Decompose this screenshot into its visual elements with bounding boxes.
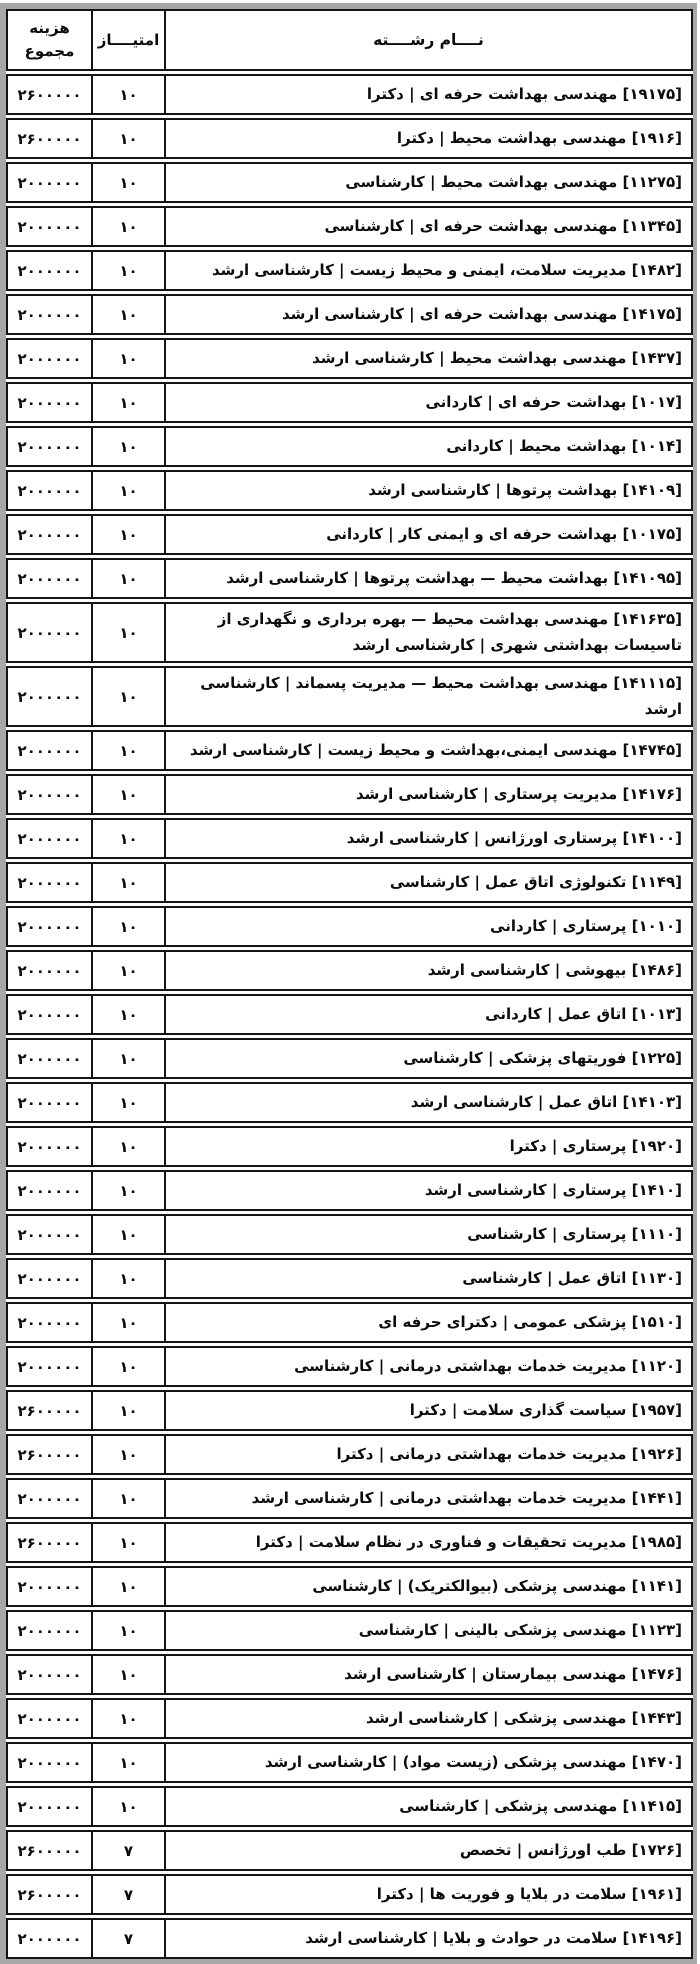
table-row: [6, 1522, 693, 1563]
program-name-cell: [۱۰۱۷] بهداشت حرفه ای | کاردانی: [425, 392, 682, 411]
score-cell: ۱۰: [93, 1436, 166, 1473]
program-name-cell: [۱۴۱۹۶] سلامت در حوادث و بلایا | کارشناسی ارشد: [305, 1928, 682, 1947]
table-row: [6, 426, 693, 467]
total-cost-cell: ۲۰۰۰۰۰۰: [8, 472, 93, 509]
score-cell: ۱۰: [93, 164, 166, 201]
table-row: [6, 74, 693, 115]
program-name-cell: [۱۴۱۰۹۵] بهداشت محیط — بهداشت پرتوها | کارشناسی ارشد: [226, 568, 682, 587]
program-name-cell: [۱۴۳۷] مهندسی بهداشت محیط | کارشناسی ارشد: [312, 348, 682, 367]
total-cost-cell: ۲۰۰۰۰۰۰: [8, 252, 93, 289]
program-name-cell: [۱۱۱۰] پرستاری | کارشناسی: [467, 1224, 682, 1243]
table-row: [6, 1170, 693, 1211]
score-cell: ۱۰: [93, 1480, 166, 1517]
total-cost-cell: ۲۰۰۰۰۰۰: [8, 1700, 93, 1737]
total-cost-cell: ۲۰۰۰۰۰۰: [8, 864, 93, 901]
table-row: [6, 994, 693, 1035]
total-cost-cell: ۲۰۰۰۰۰۰: [8, 1084, 93, 1121]
score-cell: ۱۰: [93, 1128, 166, 1165]
program-name-cell: [۱۱۳۰] اتاق عمل | کارشناسی: [462, 1268, 682, 1287]
table-row: [6, 206, 693, 247]
program-name-cell: [۱۴۷۰] مهندسی پزشکی (زیست مواد) | کارشناسی ارشد: [264, 1752, 682, 1771]
total-cost-cell: ۲۶۰۰۰۰۰: [8, 1832, 93, 1869]
score-cell: ۱۰: [93, 820, 166, 857]
score-cell: ۷: [93, 1832, 166, 1869]
score-cell: ۱۰: [93, 1084, 166, 1121]
total-cost-cell: ۲۰۰۰۰۰۰: [8, 296, 93, 333]
table-row: [6, 906, 693, 947]
program-name-cell: [۱۲۲۵] فوریتهای پزشکی | کارشناسی: [403, 1048, 682, 1067]
score-header-cell: [93, 11, 166, 69]
program-name-cell: [۱۷۲۶] طب اورژانس | تخصص: [459, 1840, 682, 1859]
program-name-cell: [۱۹۲۶] مدیریت خدمات بهداشتی درمانی | دکترا: [336, 1444, 682, 1463]
table-row: [6, 1082, 693, 1123]
total-cost-header-cell: [8, 11, 93, 69]
score-cell: ۱۰: [93, 1304, 166, 1341]
program-name-cell: [۱۴۱۷۵] مهندسی بهداشت حرفه ای | کارشناسی ارشد: [282, 304, 682, 323]
total-cost-cell: ۲۶۰۰۰۰۰: [8, 76, 93, 113]
table-row: [6, 666, 693, 727]
score-cell: ۱۰: [93, 1788, 166, 1825]
total-cost-cell: ۲۰۰۰۰۰۰: [8, 732, 93, 769]
table-row: [6, 1434, 693, 1475]
total-cost-cell: ۲۰۰۰۰۰۰: [8, 384, 93, 421]
table-row: [6, 730, 693, 771]
score-cell: ۱۰: [93, 1612, 166, 1649]
score-header-label: امتیــــاز: [97, 31, 160, 49]
total-cost-header-line1: هزینه: [29, 18, 70, 37]
program-name-cell: [۱۹۸۵] مدیریت تحقیقات و فناوری در نظام سلامت | دکترا: [255, 1532, 682, 1551]
total-cost-cell: ۲۰۰۰۰۰۰: [8, 1568, 93, 1605]
score-cell: ۱۰: [93, 996, 166, 1033]
total-cost-cell: ۲۰۰۰۰۰۰: [8, 908, 93, 945]
table-row: [6, 514, 693, 555]
program-name-cell: [۱۴۱۷۶] مدیریت پرستاری | کارشناسی ارشد: [356, 784, 682, 803]
score-cell: ۱۰: [93, 1700, 166, 1737]
total-cost-cell: ۲۰۰۰۰۰۰: [8, 1744, 93, 1781]
total-cost-cell: ۲۰۰۰۰۰۰: [8, 560, 93, 597]
score-cell: ۱۰: [93, 428, 166, 465]
score-cell: ۱۰: [93, 384, 166, 421]
score-cell: ۱۰: [93, 732, 166, 769]
total-cost-cell: ۲۶۰۰۰۰۰: [8, 1436, 93, 1473]
total-cost-cell: ۲۰۰۰۰۰۰: [8, 1612, 93, 1649]
table-row: [6, 294, 693, 335]
program-name-cell: [۱۰۱۴] بهداشت محیط | کاردانی: [446, 436, 682, 455]
program-name-cell: [۱۹۶۱] سلامت در بلایا و فوریت ها | دکترا: [376, 1884, 682, 1903]
score-cell: ۱۰: [93, 472, 166, 509]
total-cost-cell: ۲۰۰۰۰۰۰: [8, 1788, 93, 1825]
program-name-cell: [۱۴۱۰۰] پرستاری اورژانس | کارشناسی ارشد: [346, 828, 682, 847]
total-cost-cell: ۲۶۰۰۰۰۰: [8, 1524, 93, 1561]
total-cost-cell: ۲۰۰۰۰۰۰: [8, 820, 93, 857]
total-cost-cell: ۲۰۰۰۰۰۰: [8, 208, 93, 245]
total-cost-cell: ۲۰۰۰۰۰۰: [8, 164, 93, 201]
total-cost-header-line2: مجموع: [24, 42, 75, 60]
table-row: [6, 1786, 693, 1827]
table-row: [6, 1610, 693, 1651]
score-cell: ۱۰: [93, 1348, 166, 1385]
score-cell: ۱۰: [93, 1040, 166, 1077]
total-cost-cell: ۲۰۰۰۰۰۰: [8, 776, 93, 813]
table-row: [6, 1390, 693, 1431]
score-cell: ۱۰: [93, 1524, 166, 1561]
table-row: [6, 382, 693, 423]
score-cell: ۷: [93, 1920, 166, 1957]
table-row: [6, 602, 693, 663]
program-name-cell: [۱۱۴۹] تکنولوژی اتاق عمل | کارشناسی: [389, 872, 682, 891]
table-row: [6, 1742, 693, 1783]
table-row: [6, 1258, 693, 1299]
score-cell: ۱۰: [93, 1744, 166, 1781]
program-name-cell: [۱۰۱۷۵] بهداشت حرفه ای و ایمنی کار | کاردانی: [326, 524, 682, 543]
program-name-cell: [۱۱۴۱] مهندسی پزشکی (بیوالکتریک) | کارشناسی: [312, 1576, 682, 1595]
table-header-row: [6, 9, 693, 71]
program-name-cell: [۱۴۱۱۱۵] مهندسی بهداشت محیط — مدیریت پسماند | کارشناسی ارشد: [200, 674, 682, 718]
table-row: [6, 1918, 693, 1959]
program-name-header-label: نــــام رشــــته: [373, 30, 484, 49]
program-name-cell: [۱۱۳۴۵] مهندسی بهداشت حرفه ای | کارشناسی: [324, 216, 682, 235]
table-row: [6, 774, 693, 815]
program-name-cell: [۱۰۱۳] اتاق عمل | کاردانی: [485, 1004, 682, 1023]
program-name-cell: [۱۹۱۷۵] مهندسی بهداشت حرفه ای | دکترا: [366, 84, 682, 103]
table-row: [6, 1874, 693, 1915]
total-cost-cell: ۲۰۰۰۰۰۰: [8, 428, 93, 465]
score-cell: ۱۰: [93, 1216, 166, 1253]
table-row: [6, 818, 693, 859]
table-row: [6, 470, 693, 511]
program-name-cell: [۱۴۱۰۳] اتاق عمل | کارشناسی ارشد: [410, 1092, 682, 1111]
table-row: [6, 950, 693, 991]
score-cell: ۱۰: [93, 604, 166, 661]
program-name-cell: [۱۴۱۰] پرستاری | کارشناسی ارشد: [424, 1180, 682, 1199]
table-row: [6, 1038, 693, 1079]
total-cost-cell: ۲۰۰۰۰۰۰: [8, 1260, 93, 1297]
total-cost-cell: ۲۰۰۰۰۰۰: [8, 516, 93, 553]
score-cell: ۱۰: [93, 776, 166, 813]
program-name-cell: [۱۴۴۱] مدیریت خدمات بهداشتی درمانی | کارشناسی ارشد: [251, 1488, 682, 1507]
total-cost-cell: ۲۰۰۰۰۰۰: [8, 1304, 93, 1341]
score-cell: ۱۰: [93, 340, 166, 377]
score-cell: ۱۰: [93, 208, 166, 245]
table-row: [6, 162, 693, 203]
score-cell: ۱۰: [93, 76, 166, 113]
total-cost-cell: ۲۰۰۰۰۰۰: [8, 1040, 93, 1077]
score-cell: ۱۰: [93, 1392, 166, 1429]
program-name-cell: [۱۴۴۳] مهندسی پزشکی | کارشناسی ارشد: [365, 1708, 682, 1727]
program-name-cell: [۱۹۱۶] مهندسی بهداشت محیط | دکترا: [396, 128, 682, 147]
rows-container: [6, 74, 693, 1959]
total-cost-cell: ۲۶۰۰۰۰۰: [8, 120, 93, 157]
total-cost-cell: ۲۰۰۰۰۰۰: [8, 1348, 93, 1385]
score-cell: ۱۰: [93, 1172, 166, 1209]
table-row: [6, 1126, 693, 1167]
total-cost-cell: ۲۰۰۰۰۰۰: [8, 668, 93, 725]
program-name-cell: [۱۹۵۷] سیاست گذاری سلامت | دکترا: [409, 1400, 682, 1419]
score-cell: ۷: [93, 1876, 166, 1913]
program-name-cell: [۱۱۲۳] مهندسی پزشکی بالینی | کارشناسی: [358, 1620, 682, 1639]
table-row: [6, 1214, 693, 1255]
total-cost-cell: ۲۰۰۰۰۰۰: [8, 604, 93, 661]
table-row: [6, 1566, 693, 1607]
score-cell: ۱۰: [93, 1568, 166, 1605]
score-cell: ۱۰: [93, 1656, 166, 1693]
program-name-cell: [۱۱۲۷۵] مهندسی بهداشت محیط | کارشناسی: [345, 172, 682, 191]
table-row: [6, 558, 693, 599]
table-row: [6, 118, 693, 159]
table-row: [6, 1478, 693, 1519]
program-name-cell: [۱۴۸۶] بیهوشی | کارشناسی ارشد: [427, 960, 682, 979]
table-row: [6, 1302, 693, 1343]
programs-table: [0, 3, 697, 1964]
program-name-cell: [۱۹۲۰] پرستاری | دکترا: [509, 1136, 682, 1155]
program-name-cell: [۱۴۸۲] مدیریت سلامت، ایمنی و محیط زیست | کارشناسی ارشد: [211, 260, 682, 279]
score-cell: ۱۰: [93, 516, 166, 553]
program-name-cell: [۱۰۱۰] پرستاری | کاردانی: [490, 916, 682, 935]
table-row: [6, 1698, 693, 1739]
program-name-cell: [۱۱۲۰] مدیریت خدمات بهداشتی درمانی | کارشناسی: [294, 1356, 682, 1375]
table-row: [6, 250, 693, 291]
total-cost-cell: ۲۰۰۰۰۰۰: [8, 1172, 93, 1209]
score-cell: ۱۰: [93, 864, 166, 901]
program-name-cell: [۱۵۱۰] پزشکی عمومی | دکترای حرفه ای: [378, 1312, 682, 1331]
total-cost-cell: ۲۰۰۰۰۰۰: [8, 1656, 93, 1693]
table-row: [6, 1830, 693, 1871]
score-cell: ۱۰: [93, 252, 166, 289]
total-cost-cell: ۲۶۰۰۰۰۰: [8, 1392, 93, 1429]
total-cost-cell: ۲۰۰۰۰۰۰: [8, 1920, 93, 1957]
score-cell: ۱۰: [93, 1260, 166, 1297]
program-name-cell: [۱۴۷۴۵] مهندسی ایمنی،بهداشت و محیط زیست | کارشناسی ارشد: [189, 740, 682, 759]
program-name-cell: [۱۴۱۶۳۵] مهندسی بهداشت محیط — بهره برداری و نگهداری از تاسیسات بهداشتی شهری | کارشناسی ارشد: [217, 610, 682, 654]
score-cell: ۱۰: [93, 296, 166, 333]
score-cell: ۱۰: [93, 952, 166, 989]
total-cost-cell: ۲۰۰۰۰۰۰: [8, 340, 93, 377]
score-cell: ۱۰: [93, 560, 166, 597]
table-row: [6, 862, 693, 903]
table-row: [6, 1654, 693, 1695]
total-cost-cell: ۲۰۰۰۰۰۰: [8, 996, 93, 1033]
table-row: [6, 1346, 693, 1387]
total-cost-cell: ۲۰۰۰۰۰۰: [8, 1128, 93, 1165]
program-name-cell: [۱۴۷۶] مهندسی بیمارستان | کارشناسی ارشد: [344, 1664, 682, 1683]
score-cell: ۱۰: [93, 120, 166, 157]
program-name-cell: [۱۱۴۱۵] مهندسی پزشکی | کارشناسی: [399, 1796, 682, 1815]
total-cost-header-label: [25, 17, 75, 64]
program-name-header-cell: [166, 11, 691, 69]
total-cost-cell: ۲۰۰۰۰۰۰: [8, 1480, 93, 1517]
score-cell: ۱۰: [93, 908, 166, 945]
score-cell: ۱۰: [93, 668, 166, 725]
total-cost-cell: ۲۶۰۰۰۰۰: [8, 1876, 93, 1913]
table-row: [6, 338, 693, 379]
total-cost-cell: ۲۰۰۰۰۰۰: [8, 952, 93, 989]
program-name-cell: [۱۴۱۰۹] بهداشت پرتوها | کارشناسی ارشد: [368, 480, 682, 499]
total-cost-cell: ۲۰۰۰۰۰۰: [8, 1216, 93, 1253]
